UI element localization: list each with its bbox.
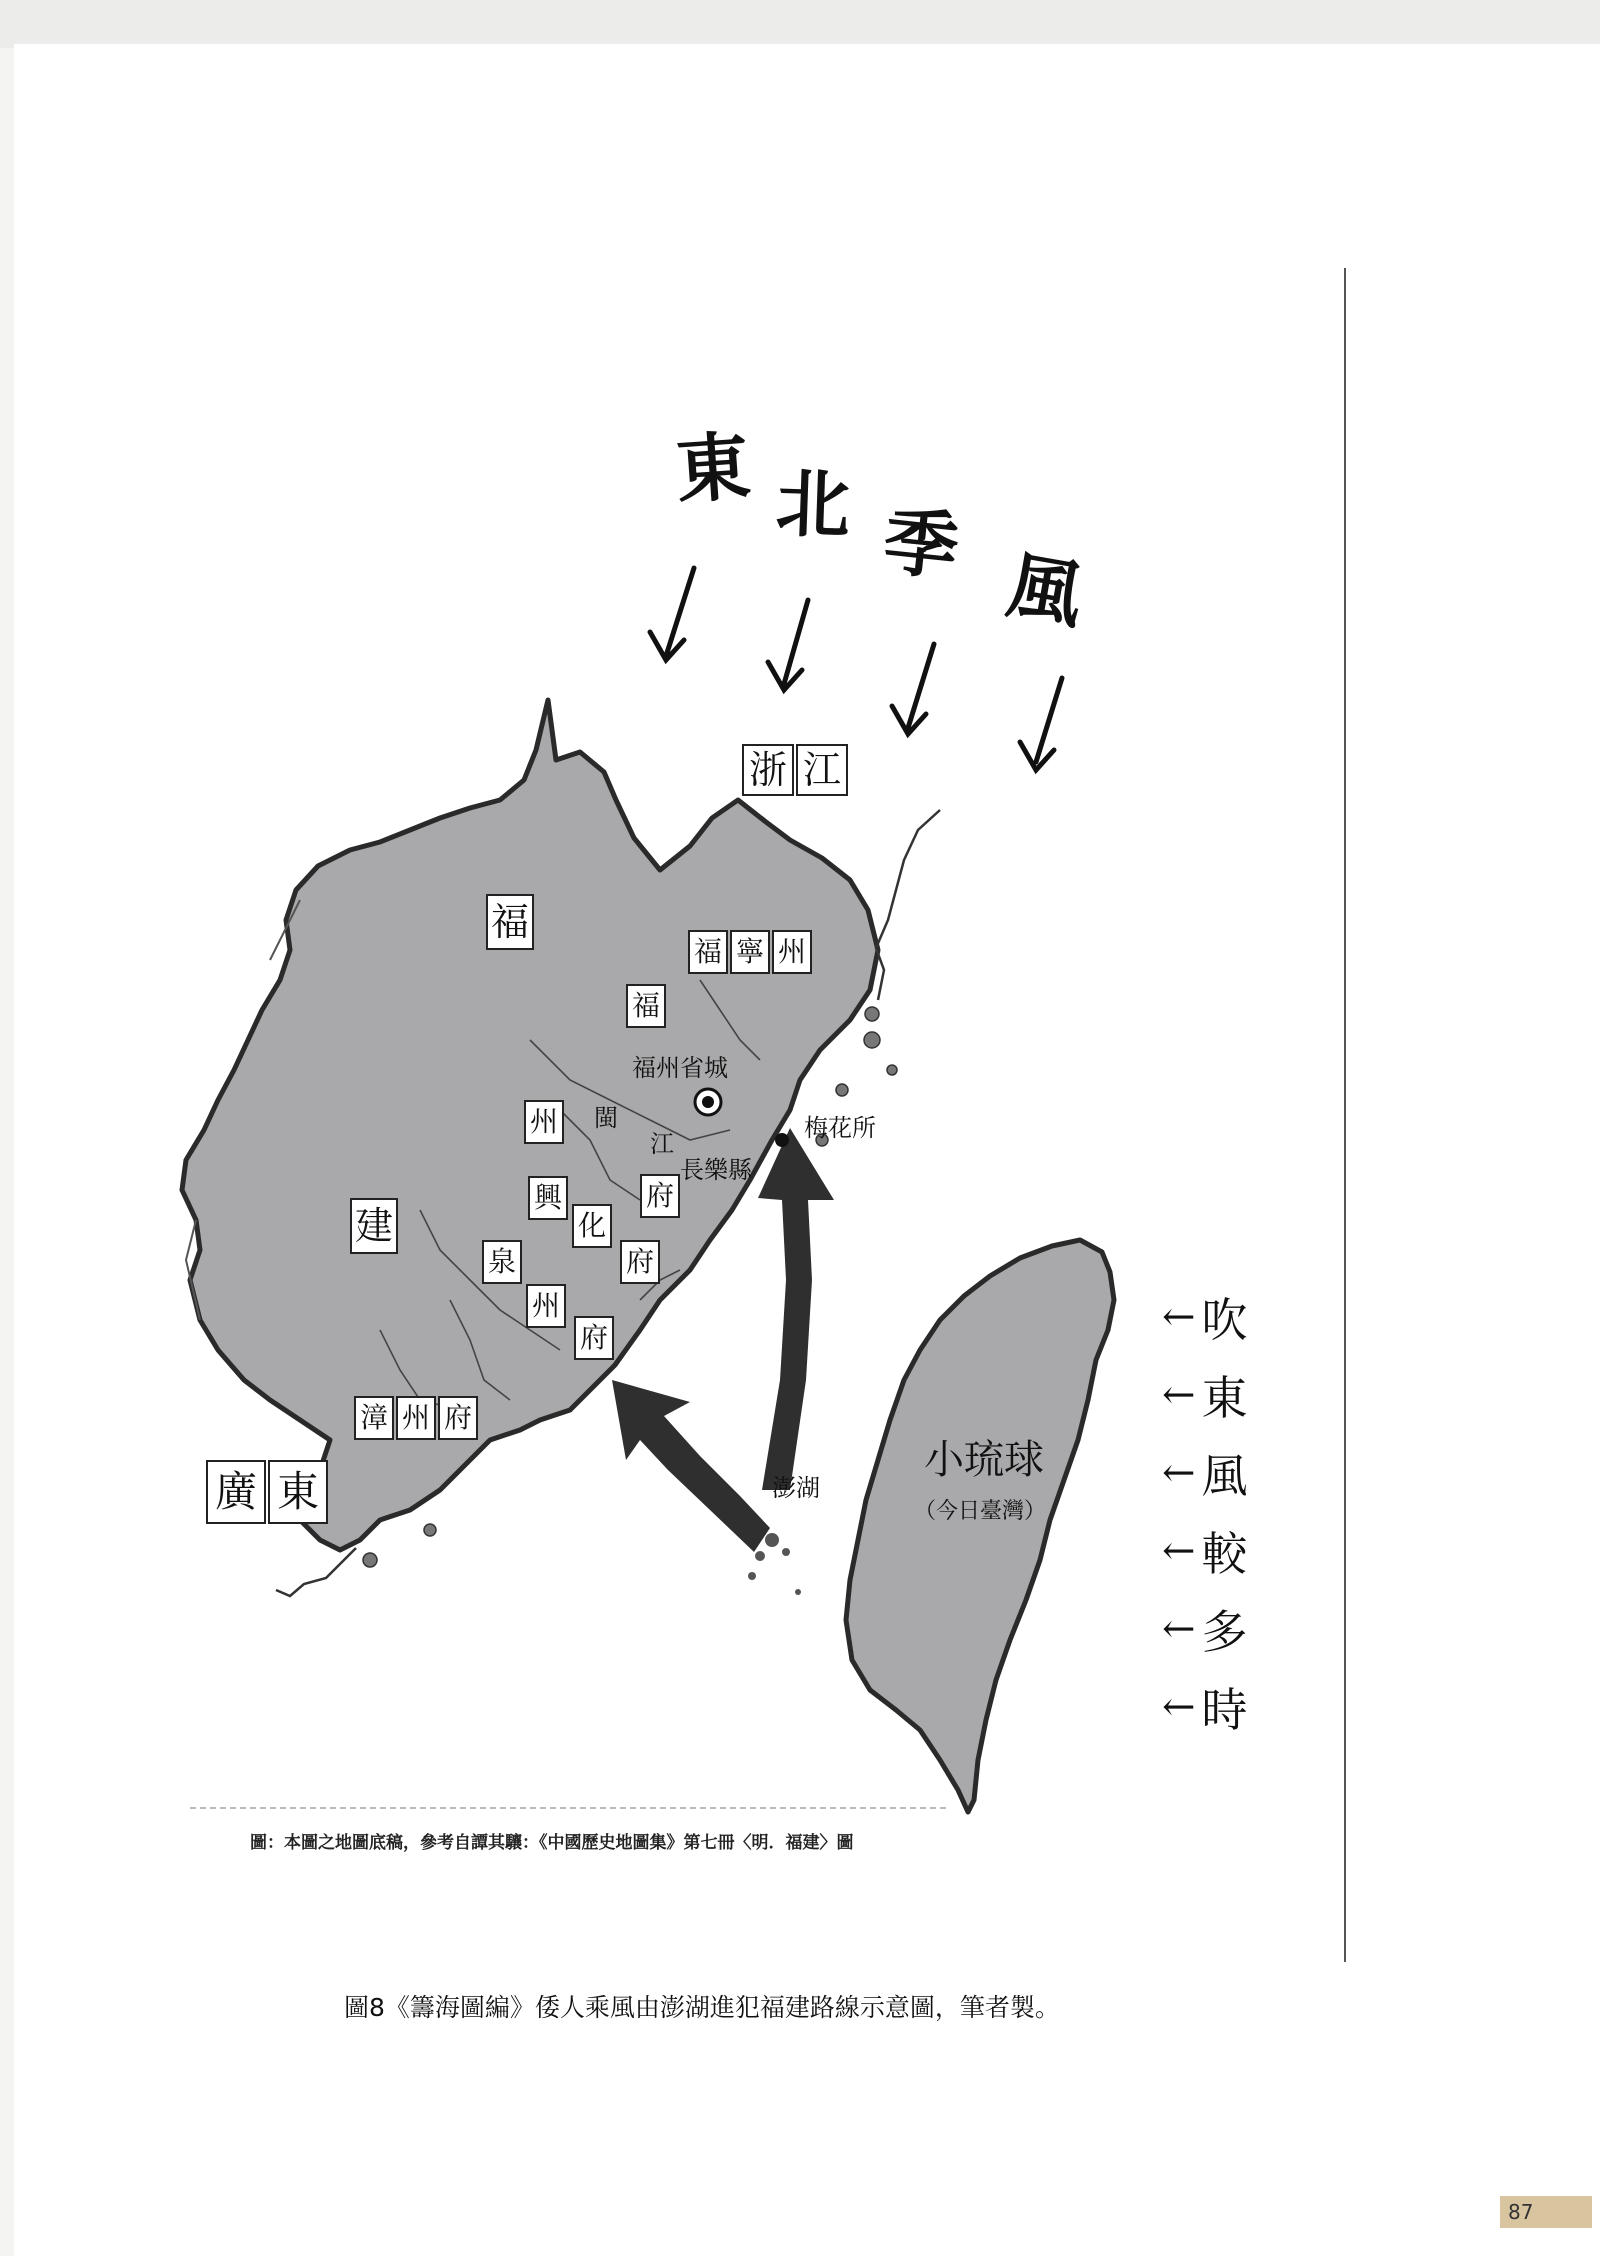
region-fujian-char-1: 福: [486, 894, 534, 950]
region-funing-char-1: 福: [688, 930, 728, 974]
region-quanzhou-char-3: 府: [574, 1316, 614, 1360]
penghu-to-meihua-arrow: [758, 1128, 834, 1490]
place-meihua: 梅花所: [804, 1114, 876, 1142]
region-fuzhou-char-2: 州: [524, 1100, 564, 1144]
penghu-to-quanzhou-arrow: [612, 1380, 770, 1552]
region-fujian-char-2-wrap: [350, 1198, 398, 1254]
region-fuzhou-char-3-wrap: [640, 1174, 680, 1218]
place-provincial-city: 福州省城: [632, 1054, 728, 1082]
region-zhangzhou-char-3: 府: [438, 1396, 478, 1440]
taiwan-island: [846, 1240, 1114, 1812]
taiwan-name: 小琉球: [924, 1437, 1044, 1483]
wind-char-5: 多: [1201, 1605, 1248, 1659]
meihua-marker: [775, 1133, 789, 1147]
guangdong-coastline: [276, 1548, 356, 1596]
region-fuzhou-char-1-wrap: [626, 984, 666, 1028]
region-quanzhou-char-2: 州: [526, 1284, 566, 1328]
region-funing-char-3: 州: [772, 930, 812, 974]
provincial-city-marker: [695, 1089, 721, 1115]
monsoon-arrows: [650, 568, 1062, 770]
region-fujian-char-2: 建: [350, 1198, 398, 1254]
east-wind-note: [1162, 1278, 1248, 1746]
title-char-1: 東: [673, 423, 753, 515]
wind-char-1: 吹: [1201, 1293, 1248, 1347]
place-minjiang-1: 閩: [594, 1104, 618, 1132]
place-changle: 長樂縣: [680, 1156, 752, 1184]
wind-line-3: ← 風: [1162, 1434, 1248, 1512]
region-fujian-char-1-wrap: [486, 894, 534, 950]
region-zhangzhou-char-1: 漳: [354, 1396, 394, 1440]
region-quanzhou-char-1: 泉: [482, 1240, 522, 1284]
wind-line-2: ← 東: [1162, 1356, 1248, 1434]
title-char-4: 風: [1001, 542, 1089, 640]
region-zhejiang-char-2: 江: [796, 744, 848, 796]
region-zhangzhou-fu: [354, 1396, 478, 1440]
region-quanzhou-char-1-wrap: [482, 1240, 522, 1284]
taiwan-subtitle: （今日臺灣）: [914, 1499, 1047, 1524]
region-xinghua-char-1-wrap: [528, 1176, 568, 1220]
wind-line-4: ← 較: [1162, 1512, 1248, 1590]
region-fuzhou-char-1: 福: [626, 984, 666, 1028]
wind-char-2: 東: [1201, 1371, 1248, 1425]
wind-line-6: ← 時: [1162, 1668, 1248, 1746]
region-fuzhou-char-2-wrap: [524, 1100, 564, 1144]
region-funing-zhou: [688, 930, 812, 974]
wind-char-3: 風: [1201, 1449, 1248, 1503]
wind-line-5: ← 多: [1162, 1590, 1248, 1668]
page-number: 87: [1500, 2196, 1592, 2228]
figure-caption: 圖8《籌海圖編》倭人乘風由澎湖進犯福建路線示意圖，筆者製。: [344, 1993, 1060, 2022]
zhejiang-coastline: [876, 810, 940, 1000]
region-xinghua-char-1: 興: [528, 1176, 568, 1220]
wind-char-6: 時: [1201, 1683, 1248, 1737]
title-char-3: 季: [879, 498, 963, 592]
place-minjiang-2: 江: [650, 1130, 674, 1158]
region-xinghua-char-2: 化: [572, 1204, 612, 1248]
region-guangdong-char-1: 廣: [206, 1460, 266, 1524]
region-zhejiang-char-1: 浙: [742, 744, 794, 796]
region-fuzhou-char-3: 府: [640, 1174, 680, 1218]
map-source-note: 圖：本圖之地圖底稿，參考自譚其驤：《中國歷史地圖集》第七冊〈明．福建〉圖: [250, 1833, 854, 1853]
place-penghu: 澎湖: [772, 1474, 820, 1502]
region-zhangzhou-char-2: 州: [396, 1396, 436, 1440]
wind-line-1: ← 吹: [1162, 1278, 1248, 1356]
region-guangdong-char-2: 東: [268, 1460, 328, 1524]
region-guangdong: [206, 1460, 328, 1524]
wind-char-4: 較: [1201, 1527, 1248, 1581]
region-funing-char-2: 寧: [730, 930, 770, 974]
region-quanzhou-char-3-wrap: [574, 1316, 614, 1360]
region-zhejiang: [742, 744, 848, 796]
region-xinghua-char-2-wrap: [572, 1204, 612, 1248]
region-xinghua-char-3-wrap: [620, 1240, 660, 1284]
region-xinghua-char-3: 府: [620, 1240, 660, 1284]
title-char-2: 北: [774, 460, 852, 550]
region-quanzhou-char-2-wrap: [526, 1284, 566, 1328]
